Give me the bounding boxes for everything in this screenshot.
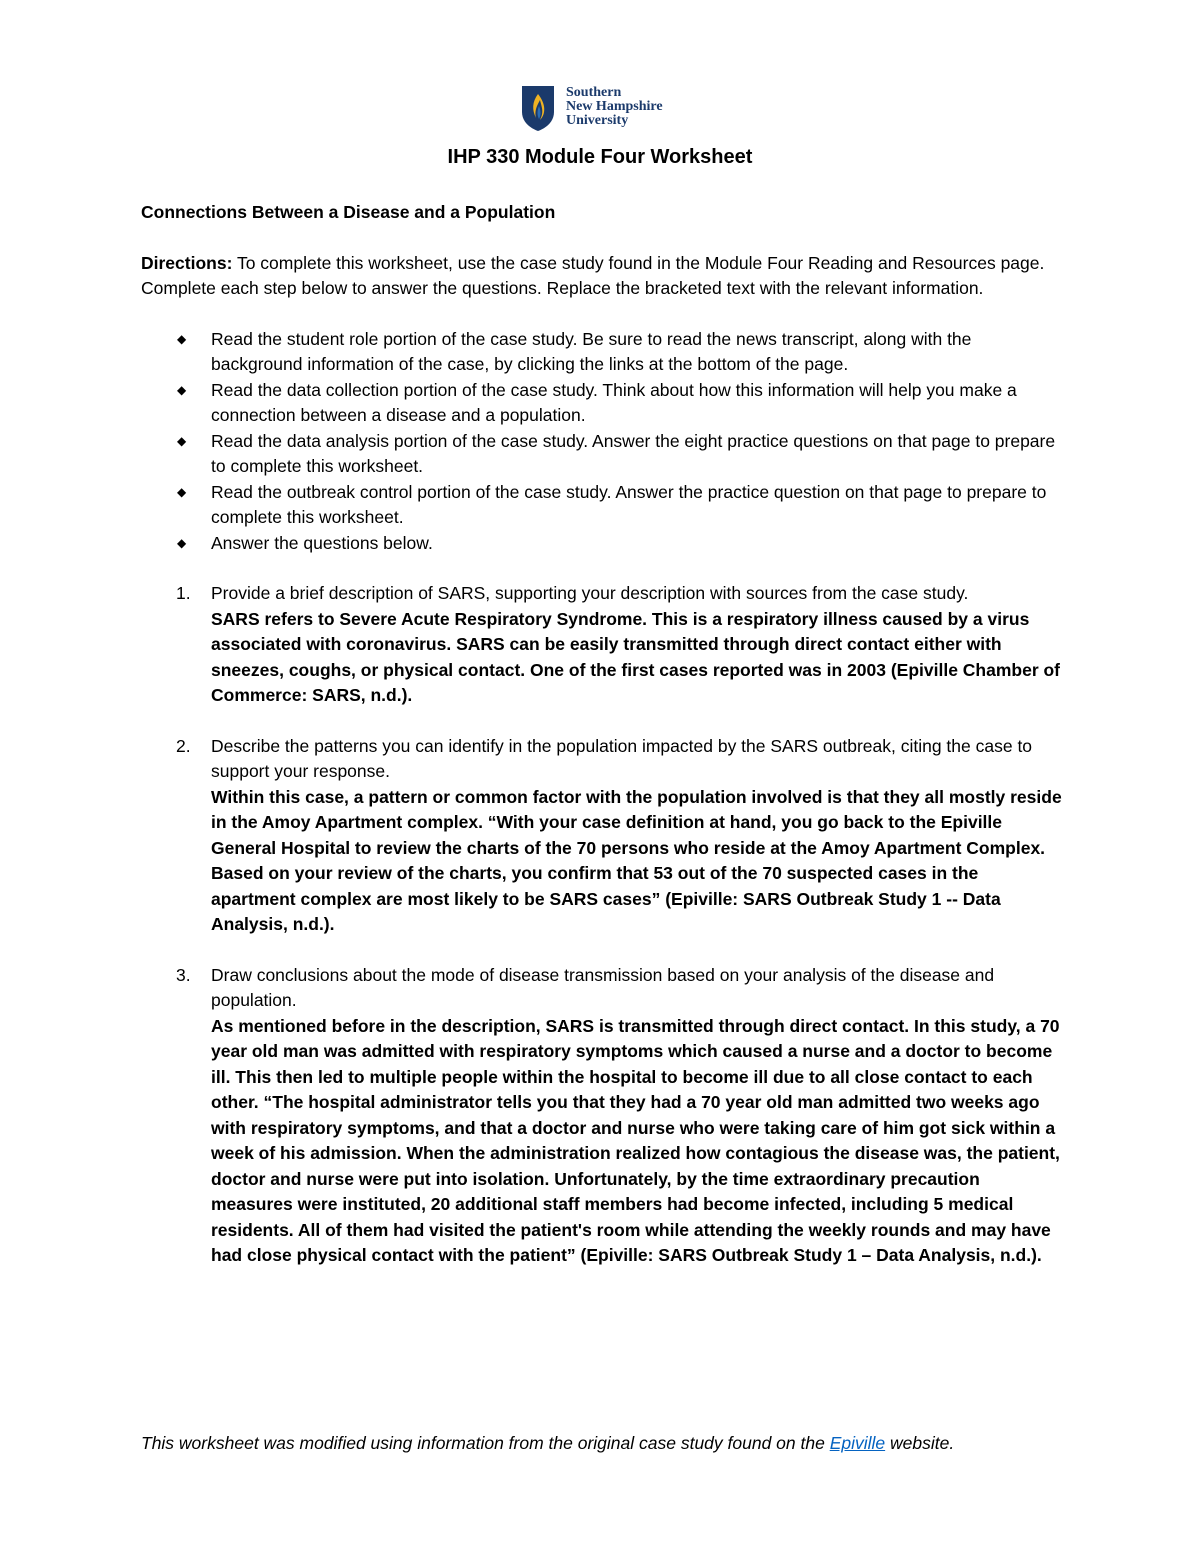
question-prompt: Provide a brief description of SARS, supporting your description with sources from the case study.	[211, 583, 969, 603]
footer-text-before: This worksheet was modified using information from the original case study found on the	[141, 1433, 830, 1453]
logo-text-line-3: University	[566, 113, 629, 128]
step-text: Read the student role portion of the case study. Be sure to read the news transcript, along with the background information of the case, by clicking the links at the bottom of the page.	[211, 328, 972, 374]
question-number: 3.	[176, 964, 191, 985]
list-item	[141, 429, 1066, 480]
questions-list	[141, 581, 1066, 1269]
question-prompt: Draw conclusions about the mode of disease transmission based on your analysis of the disease and population.	[211, 964, 995, 1010]
question-answer: As mentioned before in the description, SARS is transmitted through direct contact. In this study, a 70 year old man was admitted with respiratory symptoms which caused a nurse and a doctor to become ill. This then led to multiple people within the hospital to become ill due to all close contact to each other. “The hospital administrator tells you that they had a 70 year old man admitted two weeks ago with respiratory symptoms, and that a doctor and nurse who were taking care of him got sick within a week of his admission. When the administration realized how contagious the disease was, the patient, doctor and nurse were put into isolation. Unfortunately, by the time extraordinary precaution measures were instituted, 20 additional staff members had become infected, including 5 medical residents. All of them had visited the patient's room while attending the weekly rounds and may have had close physical contact with the patient” (Epiville: SARS Outbreak Study 1 – Data Analysis, n.d.).	[211, 1015, 1060, 1265]
question-prompt: Describe the patterns you can identify in the population impacted by the SARS outbreak, citing the case to support your response.	[211, 735, 1033, 781]
logo-text-line-1: Southern	[566, 85, 622, 100]
footer-note	[141, 1430, 1066, 1456]
question-answer: SARS refers to Severe Acute Respiratory Syndrome. This is a respiratory illness caused by a virus associated with coronavirus. SARS can be easily transmitted through direct contact either with sneezes, coughs, or physical contact. One of the first cases reported was in 2003 (Epiville Chamber of Commerce: SARS, n.d.).	[211, 608, 1061, 705]
question-number: 1.	[176, 583, 191, 603]
directions-paragraph	[141, 251, 1066, 302]
university-logo	[520, 84, 663, 132]
diamond-bullet-icon: ◆	[177, 382, 187, 397]
question-item	[141, 734, 1066, 938]
question-item	[141, 581, 1066, 709]
step-text: Read the data analysis portion of the case study. Answer the eight practice questions on that page to prepare to complete this worksheet.	[211, 430, 1056, 476]
list-item	[141, 378, 1066, 429]
step-text: Read the data collection portion of the case study. Think about how this information will help you make a connection between a disease and a population.	[211, 379, 1017, 425]
directions-label: Directions:	[141, 252, 233, 273]
diamond-bullet-icon: ◆	[177, 331, 187, 346]
directions-text: To complete this worksheet, use the case study found in the Module Four Reading and Resources page. Complete each step below to answer the questions. Replace the bracketed text with the relevant information.	[141, 252, 1045, 298]
question-number: 2.	[176, 735, 191, 756]
steps-list	[141, 327, 1066, 557]
footer-text-after: website.	[885, 1433, 955, 1453]
list-item	[141, 327, 1066, 378]
question-item	[141, 963, 1066, 1269]
worksheet-content	[141, 200, 1066, 1294]
step-text: Answer the questions below.	[211, 532, 433, 553]
question-answer: Within this case, a pattern or common factor with the population involved is that they all mostly reside in the Amoy Apartment complex. “With your case definition at hand, you go back to the Epiville General Hospital to review the charts of the 70 persons who reside at the Amoy Apartment Complex. Based on your review of the charts, you confirm that 53 out of the 70 suspected cases in the apartment complex are most likely to be SARS cases” (Epiville: SARS Outbreak Study 1 -- Data Analysis, n.d.).	[211, 786, 1062, 934]
page-title: IHP 330 Module Four Worksheet	[447, 146, 753, 168]
diamond-bullet-icon: ◆	[177, 484, 187, 499]
flame-shield-icon	[520, 84, 556, 132]
epiville-link[interactable]: Epiville	[829, 1433, 886, 1453]
diamond-bullet-icon: ◆	[177, 433, 187, 448]
list-item	[141, 480, 1066, 531]
section-subtitle: Connections Between a Disease and a Population	[141, 202, 556, 222]
list-item	[141, 531, 1066, 557]
step-text: Read the outbreak control portion of the case study. Answer the practice question on that page to prepare to complete this worksheet.	[211, 481, 1047, 527]
diamond-bullet-icon: ◆	[177, 535, 187, 550]
logo-text-line-2: New Hampshire	[566, 99, 663, 114]
